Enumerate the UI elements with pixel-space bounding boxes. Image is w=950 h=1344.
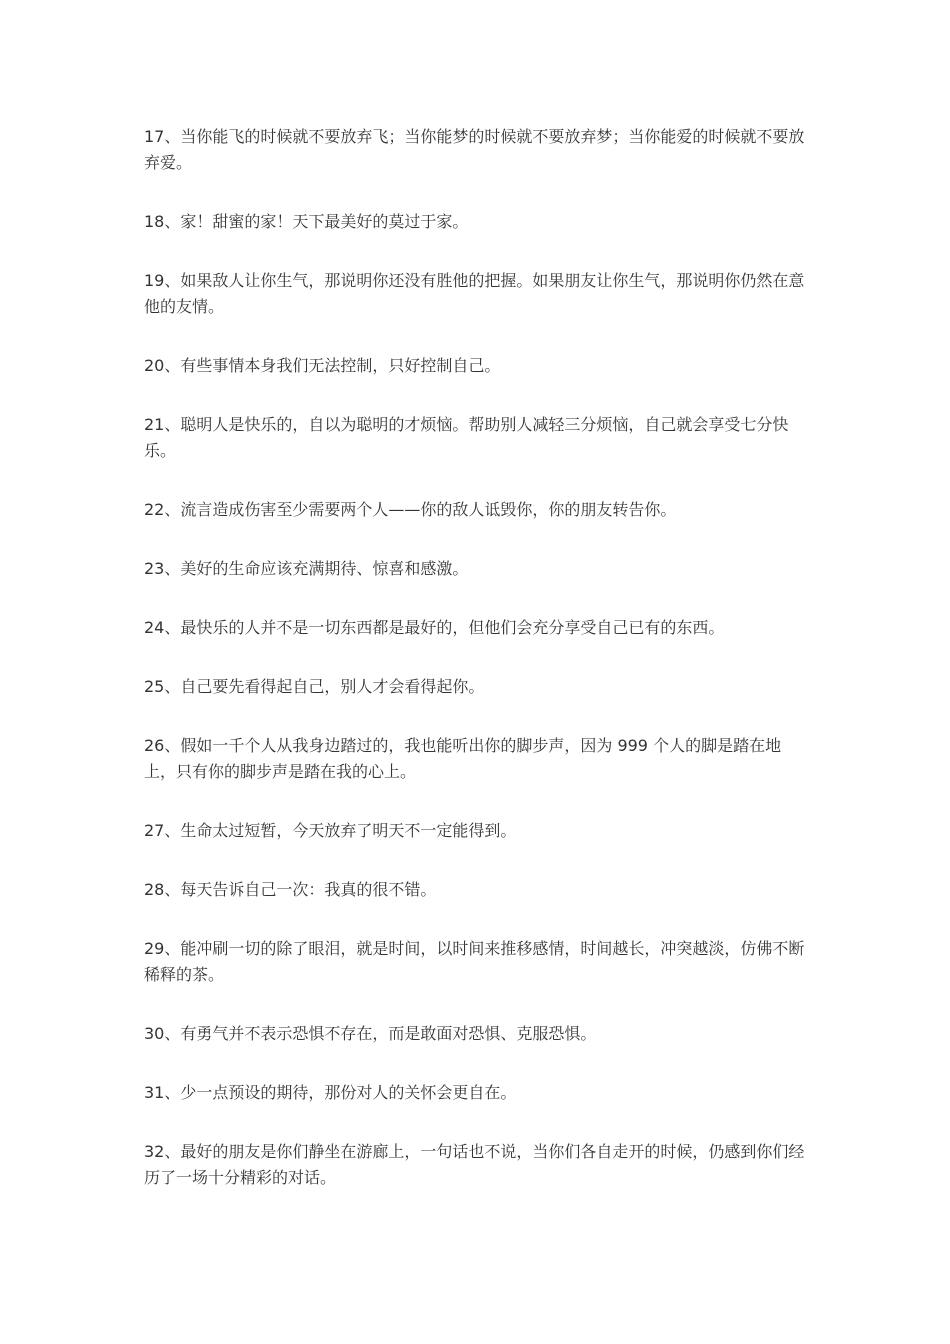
quote-list (144, 124, 812, 1224)
quote-item-27: 27、生命太过短暂，今天放弃了明天不一定能得到。 (144, 821, 517, 840)
quote-item-29: 29、能冲刷一切的除了眼泪，就是时间，以时间来推移感情，时间越长，冲突越淡，仿佛不断稀释的茶。 (144, 939, 805, 984)
quote-item-17: 17、当你能飞的时候就不要放弃飞；当你能梦的时候就不要放弃梦；当你能爱的时候就不要放弃爱。 (144, 127, 805, 172)
quote-item-24: 24、最快乐的人并不是一切东西都是最好的，但他们会充分享受自己已有的东西。 (144, 618, 725, 637)
quote-item-19: 19、如果敌人让你生气，那说明你还没有胜他的把握。如果朋友让你生气，那说明你仍然在意他的友情。 (144, 271, 805, 316)
quote-item-21: 21、聪明人是快乐的，自以为聪明的才烦恼。帮助别人减轻三分烦恼，自己就会享受七分快乐。 (144, 415, 789, 460)
quote-item-26: 26、假如一千个人从我身边踏过的，我也能听出你的脚步声，因为 999 个人的脚是踏在地上，只有你的脚步声是踏在我的心上。 (144, 736, 782, 781)
quote-item-28: 28、每天告诉自己一次：我真的很不错。 (144, 880, 437, 899)
quote-item-22: 22、流言造成伤害至少需要两个人——你的敌人诋毁你，你的朋友转告你。 (144, 500, 677, 519)
quote-item-25: 25、自己要先看得起自己，别人才会看得起你。 (144, 677, 485, 696)
quote-item-20: 20、有些事情本身我们无法控制，只好控制自己。 (144, 356, 501, 375)
quote-item-18: 18、家！甜蜜的家！天下最美好的莫过于家。 (144, 212, 469, 231)
quote-item-31: 31、少一点预设的期待，那份对人的关怀会更自在。 (144, 1083, 517, 1102)
quote-item-23: 23、美好的生命应该充满期待、惊喜和感激。 (144, 559, 469, 578)
quote-item-32: 32、最好的朋友是你们静坐在游廊上，一句话也不说，当你们各自走开的时候，仍感到你们经历了一场十分精彩的对话。 (144, 1142, 805, 1187)
quote-item-30: 30、有勇气并不表示恐惧不存在，而是敢面对恐惧、克服恐惧。 (144, 1024, 597, 1043)
